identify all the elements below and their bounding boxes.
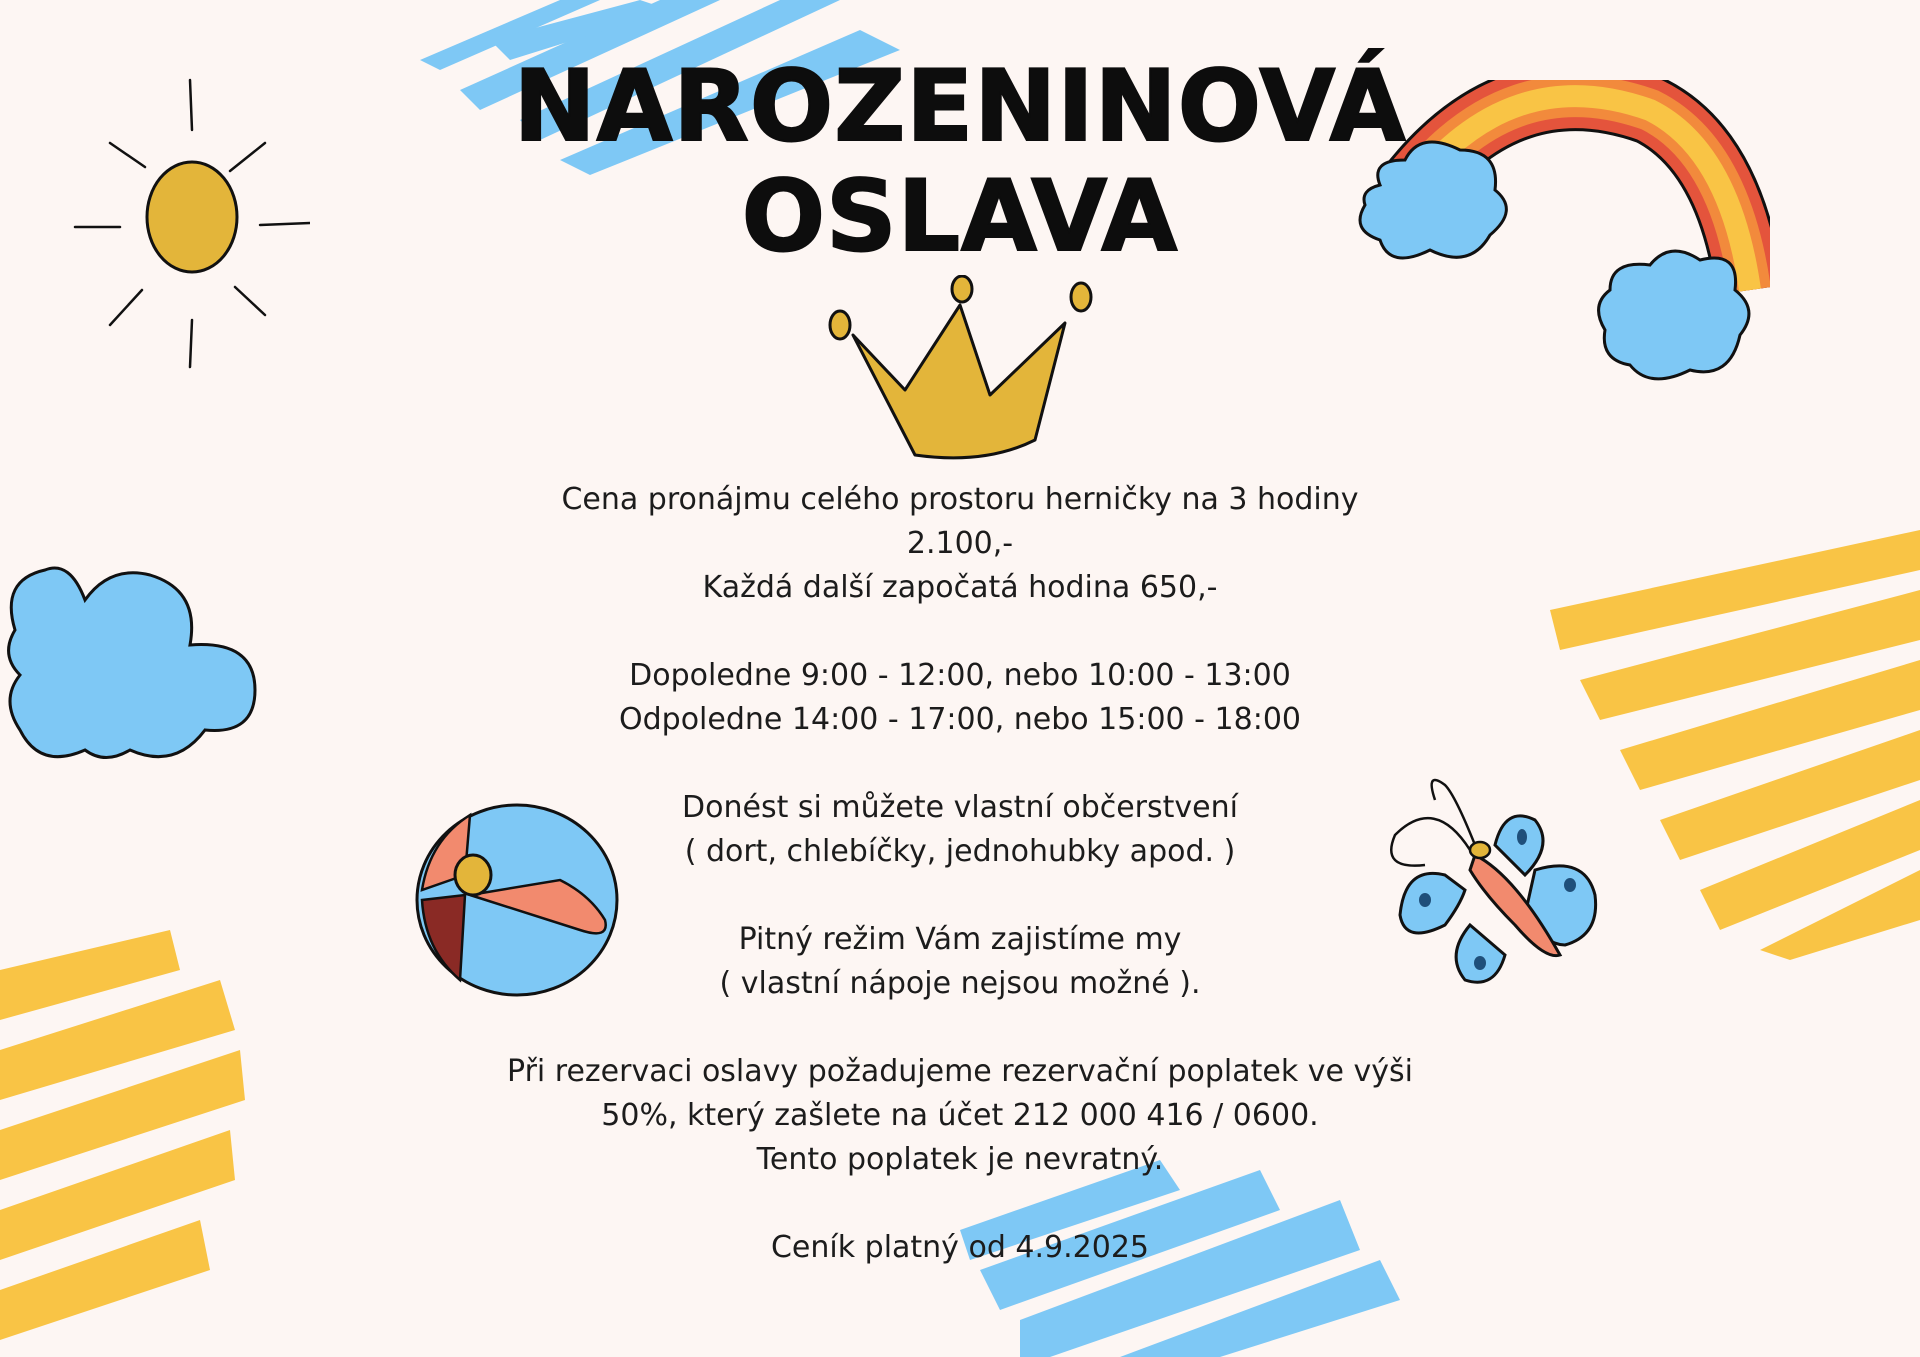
food-examples: ( dort, chlebíčky, jednohubky apod. ) <box>684 834 1236 869</box>
valid-from: Ceník platný od 4.9.2025 <box>770 1230 1150 1265</box>
title-line-1: NAROZENINOVÁ <box>513 50 1407 164</box>
crown-icon <box>825 275 1100 470</box>
deposit-account: 50%, který zašlete na účet 212 000 416 / 0600. <box>601 1098 1319 1133</box>
rainbow-icon <box>1350 80 1770 390</box>
pricing-info <box>0 478 1920 1270</box>
deposit-info: Při rezervaci oslavy požadujeme rezervační poplatek ve výši <box>507 1054 1413 1089</box>
drinks-info: Pitný režim Vám zajistíme my <box>738 922 1182 957</box>
food-info: Donést si můžete vlastní občerstvení <box>682 790 1238 825</box>
title-line-2: OSLAVA <box>741 160 1179 274</box>
deposit-nonrefundable: Tento poplatek je nevratný. <box>756 1142 1164 1177</box>
afternoon-slots: Odpoledne 14:00 - 17:00, nebo 15:00 - 18:00 <box>619 702 1301 737</box>
morning-slots: Dopoledne 9:00 - 12:00, nebo 10:00 - 13:00 <box>629 658 1291 693</box>
price-value: 2.100,- <box>906 526 1014 561</box>
drinks-note: ( vlastní nápoje nejsou možné ). <box>719 966 1201 1001</box>
extra-hour-price: Každá další započatá hodina 650,- <box>702 570 1218 605</box>
price-heading: Cena pronájmu celého prostoru herničky na 3 hodiny <box>561 482 1359 517</box>
